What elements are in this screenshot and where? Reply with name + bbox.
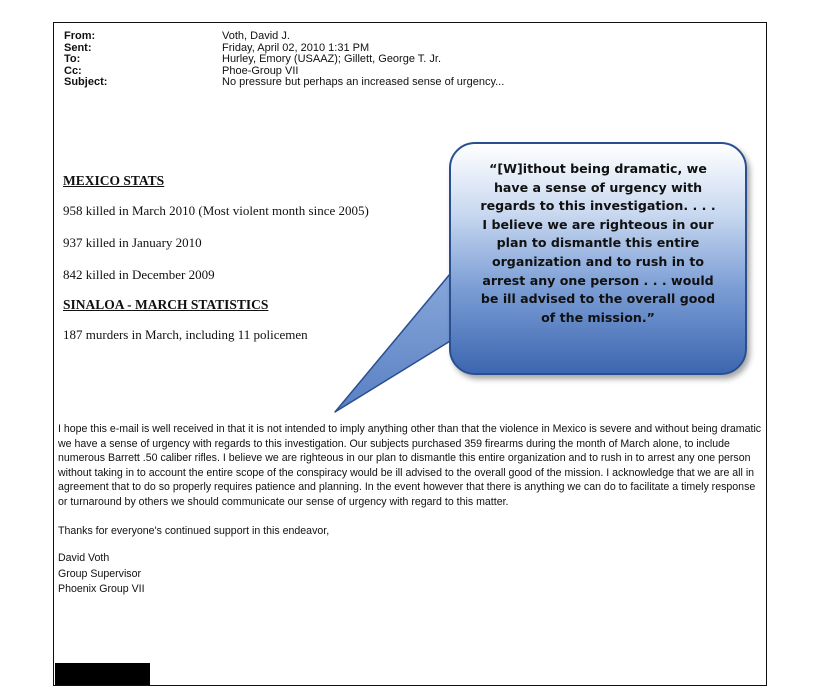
header-label: From:	[64, 30, 96, 42]
header-value: Voth, David J.	[222, 30, 290, 42]
stat-line: 187 murders in March, including 11 policemen	[63, 327, 308, 342]
header-value: Phoe-Group VII	[222, 64, 299, 77]
signature-title: Group Supervisor	[58, 567, 142, 580]
thanks-line: Thanks for everyone's continued support in this endeavor,	[58, 524, 330, 537]
header-label: Cc:	[64, 64, 82, 77]
stat-line: 842 killed in December 2009	[63, 267, 215, 282]
header-value: No pressure but perhaps an increased sense of urgency...	[222, 76, 505, 88]
header-label: To:	[64, 53, 81, 65]
header-value: Hurley, Emory (USAAZ); Gillett, George T. Jr.	[222, 53, 442, 65]
stat-line: 937 killed in January 2010	[63, 235, 202, 250]
signature-group: Phoenix Group VII	[58, 583, 145, 596]
header-label: Sent:	[64, 41, 92, 54]
mexico-stats-heading: MEXICO STATS	[63, 173, 165, 188]
header-value: Friday, April 02, 2010 1:31 PM	[222, 41, 370, 54]
callout-quote: “[W]ithout being dramatic, we have a sense of urgency with regards to this investigation. . . . I believe we are righteous in our plan to dismantle this entire organization and to rush in to arrest any one person . . . would be ill advised to the overall good of the mission.”	[480, 161, 716, 325]
signature-name: David Voth	[58, 552, 110, 565]
sinaloa-stats-heading: SINALOA - MARCH STATISTICS	[63, 297, 269, 312]
body-paragraph: I hope this e-mail is well received in that it is not intended to imply anything other than that the violence in Mexico is severe and without being dramatic we have a sense of urgency with regards to this investigation. Our subjects purchased 359 firearms during the month of March alone, to include numerous Barrett .50 caliber rifles. I believe we are righteous in our plan to dismantle this entire organization and to rush in to arrest any one person without taking in to account the entire scope of the conspiracy would be ill advised to the overall good of the mission. I acknowledge that we are all in agreement that to do so properly requires patience and planning. In the event however that there is anything we can do to facilitate a timely response or turnaround by others we should communicate our sense of urgency with regard to this matter.	[58, 423, 762, 508]
header-label: Subject:	[64, 76, 108, 88]
stat-line: 958 killed in March 2010 (Most violent month since 2005)	[63, 203, 369, 218]
